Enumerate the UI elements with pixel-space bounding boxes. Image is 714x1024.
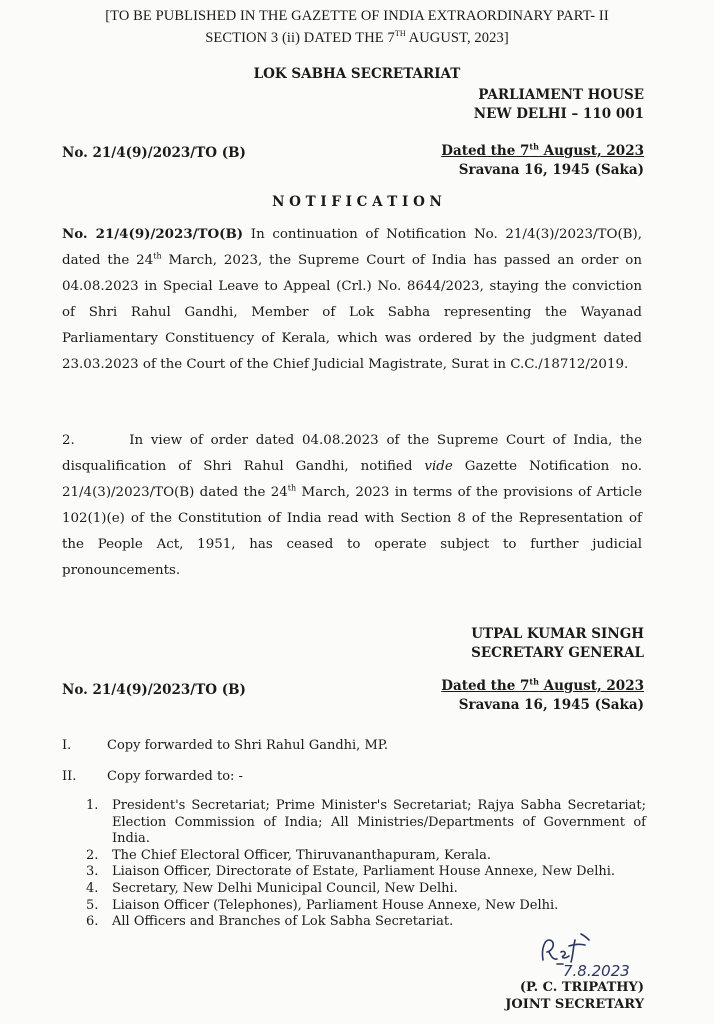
paragraph-1: No. 21/4(9)/2023/TO(B) In continuation of Notification No. 21/4(3)/2023/TO(B), dated the 24th March, 2023, the Supreme Court of India has passed an order on 04.08.2023 in Special Leave to Appeal (Crl.) No. 8644/2023, staying the conviction of Shri Rahul Gandhi, Member of Lok Sabha representing the Wayanad Parliamentary Constituency of Kerala, which was ordered by the judgment dated 23.03.2023 of the Court of the Chief Judicial Magistrate, Surat in C.C./18712/2019. [62,226,642,372]
list-item: 5. Liaison Officer (Telephones), Parliament House Annexe, New Delhi. [86,897,559,913]
copy-reference-number: No. 21/4(9)/2023/TO (B) [62,682,246,698]
signatory-name: UTPAL KUMAR SINGH [471,626,644,642]
list-item: 1. President's Secretariat; Prime Minister's Secretariat; Rajya Sabha Secretariat; Election Commission of India; All Ministries/Departments of Government of India. [86,798,646,847]
handwritten-date: 7.8.2023 [563,962,630,980]
joint-signatory-designation: JOINT SECRETARY [505,997,644,1012]
gazette-header-line2: SECTION 3 (ii) DATED THE 7TH AUGUST, 2023] [205,29,509,46]
copy-item-1-number: I. [62,738,72,753]
reference-number: No. 21/4(9)/2023/TO (B) [62,145,246,161]
handwritten-signature [535,932,685,982]
copy-item-1-text: Copy forwarded to Shri Rahul Gandhi, MP. [107,738,389,753]
list-item: 4. Secretary, New Delhi Municipal Council, New Delhi. [86,880,458,896]
copy-item-2-number: II. [62,769,77,784]
address-line2: NEW DELHI – 110 001 [473,106,644,122]
copy-item-2-text: Copy forwarded to: - [107,769,243,784]
copy-saka-date: Sravana 16, 1945 (Saka) [458,697,644,713]
signatory-designation: SECRETARY GENERAL [471,645,644,661]
joint-signatory-name: (P. C. TRIPATHY) [519,980,644,995]
saka-date: Sravana 16, 1945 (Saka) [458,162,644,178]
notification-title: N O T I F I C A T I O N [272,194,442,210]
address-line1: PARLIAMENT HOUSE [478,87,644,103]
distribution-list [86,798,646,931]
office-title: LOK SABHA SECRETARIAT [253,66,461,82]
list-item: 2. The Chief Electoral Officer, Thiruvananthapuram, Kerala. [86,847,492,863]
list-item: 6. All Officers and Branches of Lok Sabha Secretariat. [86,914,454,930]
paragraph-2: 2. In view of order dated 04.08.2023 of the Supreme Court of India, the disqualification of Shri Rahul Gandhi, notified vide Gazette Notification no. 21/4(3)/2023/TO(B) dated the 24th March, 2023 in terms of the provisions of Article 102(1)(e) of the Constitution of India read with Section 8 of the Representation of the People Act, 1951, has ceased to operate subject to further judicial pronouncements. [62,433,643,578]
gazette-header-line1: [TO BE PUBLISHED IN THE GAZETTE OF INDIA EXTRAORDINARY PART- II [105,8,609,24]
date-line: Dated the 7th August, 2023 [441,141,644,159]
list-item: 3. Liaison Officer, Directorate of Estate, Parliament House Annexe, New Delhi. [86,864,616,880]
copy-date-line: Dated the 7th August, 2023 [441,676,644,694]
